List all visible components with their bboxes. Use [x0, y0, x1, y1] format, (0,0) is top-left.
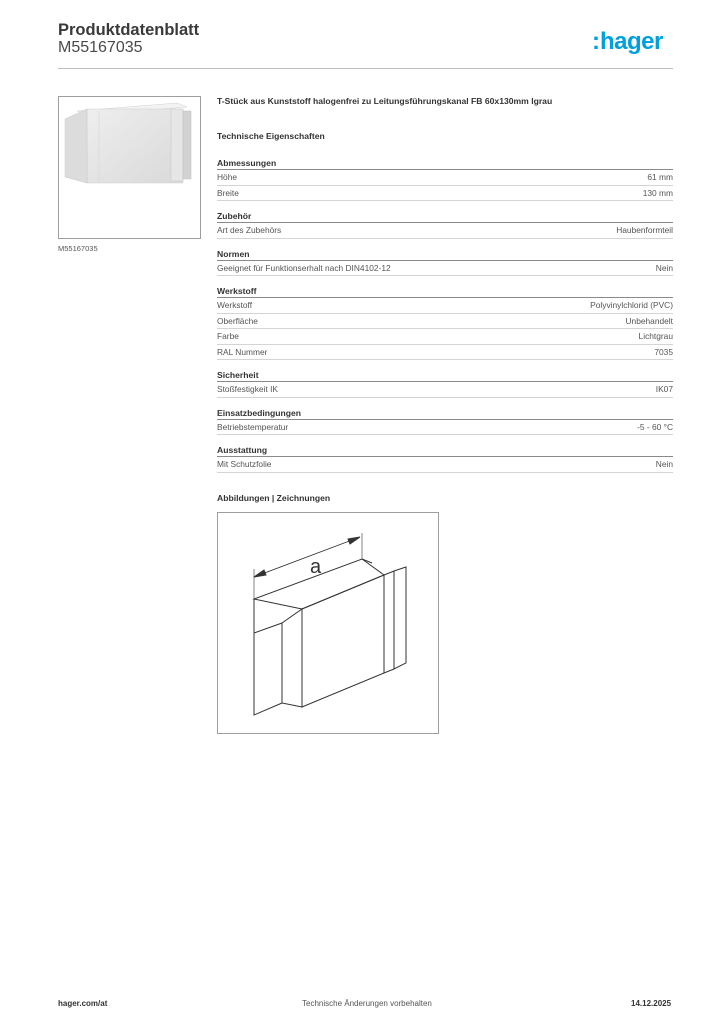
spec-section: [217, 407, 673, 436]
spec-section: [217, 285, 673, 360]
spec-value: 61 mm: [647, 172, 673, 182]
spec-section-title: Einsatzbedingungen: [217, 407, 673, 420]
spec-value: Nein: [655, 459, 673, 469]
spec-value: Haubenformteil: [616, 225, 673, 235]
spec-section: [217, 369, 673, 398]
spec-label: Höhe: [217, 172, 238, 182]
t-piece-photo: [59, 97, 200, 238]
spec-label: Art des Zubehörs: [217, 225, 282, 235]
spec-section-title: Normen: [217, 248, 673, 261]
spec-label: Betriebstemperatur: [217, 421, 289, 432]
spec-section-title: Abmessungen: [217, 157, 673, 170]
technical-drawing: [217, 512, 439, 734]
spec-value: IK07: [655, 384, 673, 394]
spec-row: [217, 329, 673, 345]
footer-date: 14.12.2025: [631, 999, 672, 1008]
spec-section: [217, 444, 673, 473]
spec-row: [217, 170, 673, 186]
spec-value: Lichtgrau: [638, 331, 673, 341]
spec-label: Breite: [217, 187, 239, 198]
spec-sections: [217, 157, 673, 482]
product-description: T-Stück aus Kunststoff halogenfrei zu Leitungsführungskanal FB 60x130mm lgrau: [217, 96, 553, 106]
spec-label: Farbe: [217, 331, 239, 341]
spec-row: [217, 261, 673, 277]
spec-label: Mit Schutzfolie: [217, 459, 272, 469]
spec-section-title: Sicherheit: [217, 369, 673, 382]
drawings-heading: Abbildungen | Zeichnungen: [217, 493, 331, 503]
logo-prefix: :: [592, 28, 600, 55]
spec-value: Unbehandelt: [625, 315, 673, 326]
spec-value: 7035: [654, 346, 673, 357]
spec-row: [217, 420, 673, 436]
header-divider: [58, 68, 673, 69]
spec-value: Polyvinylchlorid (PVC): [590, 300, 673, 310]
document-title: Produktdatenblatt: [58, 21, 200, 39]
spec-label: Oberfläche: [217, 315, 258, 326]
spec-row: [217, 345, 673, 361]
spec-label: Stoßfestigkeit IK: [217, 384, 278, 394]
footer-website: hager.com/at: [58, 999, 108, 1008]
spec-section-title: Werkstoff: [217, 285, 673, 298]
spec-row: [217, 223, 673, 239]
spec-row: [217, 382, 673, 398]
logo-text: hager: [600, 28, 663, 55]
dimension-label-a: a: [310, 556, 322, 578]
article-number: M55167035: [58, 39, 143, 56]
t-piece-line-drawing: [218, 513, 438, 733]
spec-section: [217, 210, 673, 239]
spec-label: Geeignet für Funktionserhalt nach DIN4102-12: [217, 262, 391, 273]
spec-row: [217, 186, 673, 202]
spec-section-title: Ausstattung: [217, 444, 673, 457]
spec-value: 130 mm: [642, 187, 673, 198]
spec-row: [217, 314, 673, 330]
spec-value: -5 - 60 °C: [637, 421, 673, 432]
spec-label: RAL Nummer: [217, 346, 268, 357]
spec-value: Nein: [655, 262, 673, 273]
hager-logo: [592, 28, 674, 56]
footer-notice: Technische Änderungen vorbehalten: [302, 999, 432, 1008]
spec-section-title: Zubehör: [217, 210, 673, 223]
spec-section: [217, 157, 673, 201]
spec-row: [217, 457, 673, 473]
spec-section: [217, 248, 673, 277]
product-image-caption: M55167035: [58, 244, 98, 253]
spec-row: [217, 298, 673, 314]
technical-properties-heading: Technische Eigenschaften: [217, 131, 325, 141]
spec-label: Werkstoff: [217, 300, 253, 310]
product-image: [58, 96, 201, 239]
